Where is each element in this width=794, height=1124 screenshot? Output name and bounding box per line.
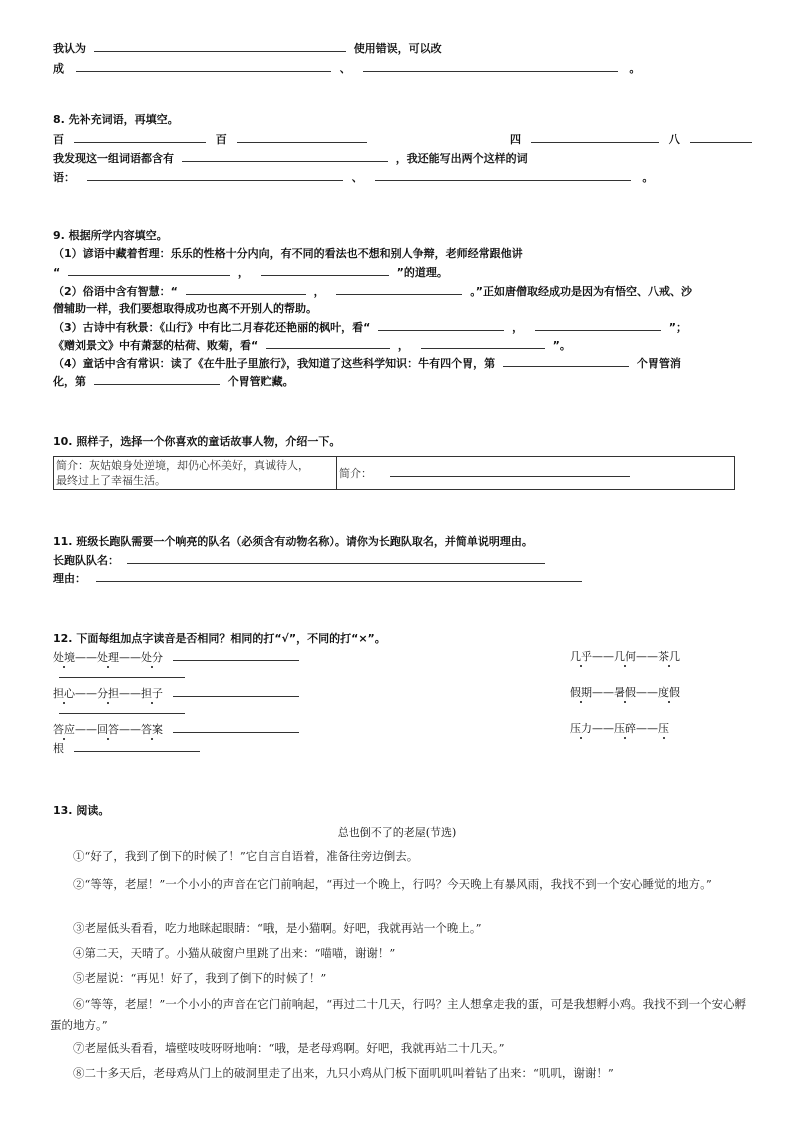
q10-example-line2: 最终过上了幸福生活。	[56, 474, 166, 487]
q12-word: 担子	[141, 687, 163, 700]
q12-word: 分担	[97, 687, 119, 700]
q12-extra-line[interactable]	[59, 677, 185, 678]
q9-s3-comma: ，	[512, 321, 524, 334]
q8-word-2: 百	[215, 133, 227, 146]
q8-blank-5[interactable]	[182, 151, 388, 162]
q9-s2-comma: ，	[313, 285, 325, 298]
q12-word: 处理	[97, 651, 119, 664]
q12-word: 几乎	[570, 650, 592, 663]
q12-word: 暑假	[614, 686, 636, 699]
q8-line2-start: 我发现这一组词语都含有	[53, 152, 174, 165]
q9-s4	[53, 356, 681, 371]
q12-dash: ——	[119, 651, 141, 664]
q9-s2	[53, 284, 692, 299]
q11-name-blank[interactable]	[127, 553, 545, 564]
q8-line1-right	[510, 132, 752, 147]
q12-word: 答应	[53, 723, 75, 736]
q9-title: 9. 根据所学内容填空。	[53, 229, 168, 242]
q9-blank-10[interactable]	[94, 374, 220, 385]
passage-paragraph-8: ⑧二十多天后，老母鸡从门上的破洞里走了出来，九只小鸡从门板下面叽叽叫着钻了出来：“叽叽，谢谢！”	[73, 1066, 614, 1080]
q9-blank-8[interactable]	[421, 338, 545, 349]
q12-dash: ——	[592, 650, 614, 663]
q12-dash: ——	[75, 651, 97, 664]
q12-group-6	[570, 722, 669, 736]
q12-root: 根	[53, 742, 64, 755]
q9-blank-2[interactable]	[261, 265, 389, 276]
q12-dash: ——	[119, 687, 141, 700]
q7-blank-2[interactable]	[76, 61, 331, 72]
q8-separator: 、	[351, 171, 363, 184]
q12-word: 处境	[53, 651, 75, 664]
q12-dash: ——	[592, 686, 614, 699]
q11-reason-row	[53, 571, 582, 586]
q7-line2	[53, 61, 640, 76]
q10-example-line1: 简介：灰姑娘身处逆境，却仍心怀美好，真诚待人，	[56, 459, 309, 472]
passage-paragraph-1: ①“好了，我到了倒下的时候了！”它自言自语着，准备往旁边倒去。	[73, 849, 419, 863]
q8-word-3: 四	[510, 133, 521, 146]
q12-answer-blank[interactable]	[173, 686, 299, 697]
q12-word: 处分	[141, 651, 163, 664]
passage-paragraph-7: ⑦老屋低头看看，墙壁吱吱呀呀地响：“哦，是老母鸡啊。好吧，我就再站二十几天。”	[73, 1041, 505, 1055]
passage-paragraph-3: ③老屋低头看看，吃力地眯起眼睛：“哦，是小猫啊。好吧，我就再站一个晚上。”	[73, 921, 482, 935]
q12-word: 压	[658, 722, 669, 735]
q8-word-4: 八	[668, 133, 680, 146]
q10-answer-label: 简介：	[339, 466, 372, 480]
q12-dash: ——	[636, 686, 658, 699]
q12-group-5	[53, 722, 299, 737]
q7-line2-start: 成	[53, 62, 64, 75]
q12-dash: ——	[592, 722, 614, 735]
q9-s2-start: （2）俗语中含有智慧：“	[53, 285, 178, 298]
q9-blank-6[interactable]	[535, 320, 661, 331]
q9-blank-5[interactable]	[378, 320, 504, 331]
q9-s4b-start: 化，第	[53, 375, 86, 388]
q9-s2b: 僧辅助一样，我们要想取得成功也离不开别人的帮助。	[53, 302, 317, 315]
q12-word: 回答	[97, 723, 119, 736]
q9-blank-4[interactable]	[336, 284, 462, 295]
q12-group-3	[53, 686, 299, 701]
q9-s3b-end: ”。	[552, 339, 571, 352]
q9-s3b-comma: ，	[397, 339, 409, 352]
q8-blank-2[interactable]	[237, 132, 367, 143]
q7-separator: 、	[339, 62, 351, 75]
q8-blank-1[interactable]	[74, 132, 206, 143]
q9-s4-start: （4）童话中含有常识：读了《在牛肚子里旅行》，我知道了这些科学知识：牛有四个胃，第	[53, 357, 496, 370]
q12-word: 几何	[614, 650, 636, 663]
q10-answer-blank[interactable]	[390, 466, 630, 477]
q12-dash: ——	[636, 722, 658, 735]
q10-example-cell	[54, 457, 337, 490]
q9-s1b-comma: ，	[237, 266, 249, 279]
q13-title: 13. 阅读。	[53, 804, 110, 817]
q10-answer-cell	[337, 457, 735, 490]
q11-reason-label: 理由：	[53, 572, 86, 585]
q11-reason-blank[interactable]	[96, 571, 582, 582]
q8-line2	[53, 151, 528, 166]
q12-answer-blank[interactable]	[74, 741, 200, 752]
q11-name-row	[53, 553, 545, 568]
q8-title: 8. 先补充词语，再填空。	[53, 113, 179, 126]
q9-s1b-open: “	[53, 266, 61, 279]
passage-paragraph-4: ④第二天，天晴了。小猫从破窗户里跳了出来：“喵喵，谢谢！”	[73, 946, 396, 960]
q8-end: 。	[642, 171, 654, 184]
q12-dash: ——	[75, 687, 97, 700]
passage-title: 总也倒不了的老屋(节选)	[337, 826, 457, 839]
q9-s4b-end: 个胃管贮藏。	[227, 375, 294, 388]
q7-line1-start: 我认为	[53, 42, 86, 55]
q12-title: 12. 下面每组加点字读音是否相同？相同的打“√”，不同的打“×”。	[53, 632, 386, 645]
q9-s3-end: ”；	[668, 321, 687, 334]
q7-blank-3[interactable]	[363, 61, 618, 72]
q9-s2-end: 。”正如唐僧取经成功是因为有悟空、八戒、沙	[470, 285, 692, 298]
q9-blank-7[interactable]	[266, 338, 390, 349]
passage-paragraph-6: ⑥“等等，老屋！”一个小小的声音在它门前响起，“再过二十几天，行吗？主人想拿走我的蛋，可是我想孵小鸡。我找不到一个安心孵蛋的地方。”	[50, 997, 747, 1032]
q12-word: 答案	[141, 723, 163, 736]
q10-title: 10. 照样子，选择一个你喜欢的童话故事人物，介绍一下。	[53, 435, 341, 448]
q12-word: 假期	[570, 686, 592, 699]
q12-word: 茶几	[658, 650, 680, 663]
q11-title: 11. 班级长跑队需要一个响亮的队名（必须含有动物名称）。请你为长跑队取名，并简单说明理由。	[53, 535, 533, 548]
q12-dash: ——	[636, 650, 658, 663]
q12-group-2	[570, 650, 680, 664]
q7-blank-1[interactable]	[94, 41, 346, 52]
q8-blank-7[interactable]	[375, 170, 631, 181]
q7-end: 。	[629, 62, 641, 75]
q12-word: 担心	[53, 687, 75, 700]
q12-dash: ——	[119, 723, 141, 736]
q9-s1: （1）谚语中藏着哲理：乐乐的性格十分内向，有不同的看法也不想和别人争辩，老师经常跟他讲	[53, 247, 523, 260]
q12-extra-line[interactable]	[59, 713, 185, 714]
q8-word-1: 百	[53, 133, 64, 146]
q12-root-row	[53, 741, 200, 756]
q8-blank-6[interactable]	[87, 170, 343, 181]
q9-s3	[53, 320, 687, 335]
q11-name-label: 长跑队队名：	[53, 554, 119, 567]
q7-line1	[53, 41, 442, 56]
q9-blank-1[interactable]	[68, 265, 230, 276]
q9-blank-9[interactable]	[503, 356, 629, 367]
q8-line3-start: 语：	[53, 171, 75, 184]
q12-dash: ——	[75, 723, 97, 736]
q8-line3	[53, 170, 653, 185]
q12-word: 压力	[570, 722, 592, 735]
q8-line2-end: ，我还能写出两个这样的词	[395, 152, 528, 165]
q12-word: 度假	[658, 686, 680, 699]
q9-s3-start: （3）古诗中有秋景：《山行》中有比二月春花还艳丽的枫叶，看“	[53, 321, 371, 334]
q12-answer-blank[interactable]	[173, 650, 299, 661]
q12-answer-blank[interactable]	[173, 722, 299, 733]
q9-s4b	[53, 374, 294, 389]
q9-s3b-start: 《赠刘景文》中有萧瑟的枯荷、败菊，看“	[53, 339, 259, 352]
q9-s4-end: 个胃管消	[636, 357, 681, 370]
q9-blank-3[interactable]	[186, 284, 306, 295]
q12-word: 压碎	[614, 722, 636, 735]
q9-s1b	[53, 265, 448, 280]
q12-group-1	[53, 650, 299, 665]
q8-blank-4[interactable]	[690, 132, 752, 143]
q9-s3b	[53, 338, 571, 353]
q9-s1b-end: ”的道理。	[396, 266, 448, 279]
q12-group-4	[570, 686, 680, 700]
passage-paragraph-2: ②“等等，老屋！”一个小小的声音在它门前响起，“再过一个晚上，行吗？今天晚上有暴风雨，我找不到一个安心睡觉的地方。”	[73, 877, 712, 891]
q8-blank-3[interactable]	[531, 132, 659, 143]
q7-line1-end: 使用错误，可以改	[353, 42, 442, 55]
passage-paragraph-5: ⑤老屋说：“再见！好了，我到了倒下的时候了！”	[73, 971, 327, 985]
q10-example-table	[53, 456, 735, 490]
